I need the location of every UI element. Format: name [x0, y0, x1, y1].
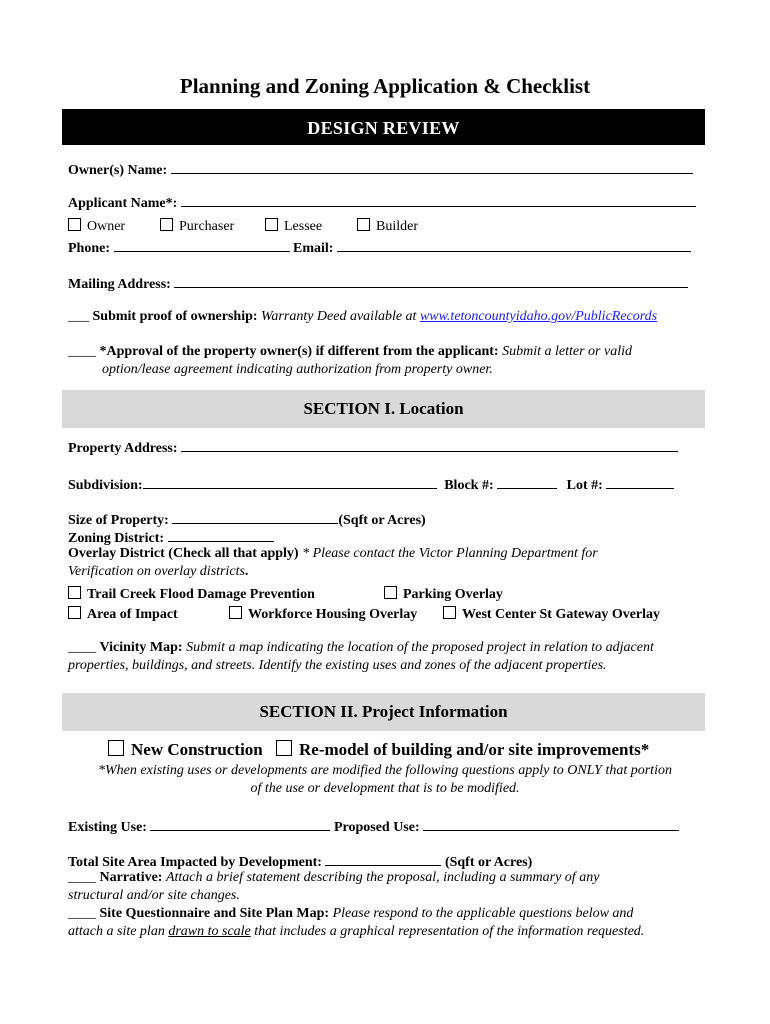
- vicinity-text-cont: properties, buildings, and streets. Identify the existing uses and zones of the adjacent properties.: [68, 658, 607, 673]
- owner-role-label: Owner: [87, 219, 126, 234]
- overlay-west-center[interactable]: [443, 606, 660, 623]
- overlay-header-row: [68, 546, 598, 562]
- vicinity-label: Vicinity Map:: [99, 640, 183, 655]
- phone-label: Phone:: [68, 241, 110, 256]
- property-address-field[interactable]: [181, 438, 678, 452]
- ownership-text: Warranty Deed available at: [261, 309, 417, 324]
- existing-use-field[interactable]: [150, 817, 330, 831]
- size-units: (Sqft or Acres): [338, 513, 426, 528]
- proposed-use-label: Proposed Use:: [333, 820, 420, 835]
- ownership-proof-row: [68, 309, 657, 325]
- questionnaire-text-c: that includes a graphical representation of the information requested.: [254, 924, 645, 939]
- total-site-row: [68, 852, 532, 871]
- applicant-name-label: Applicant Name*:: [68, 196, 178, 211]
- new-construction-checkbox[interactable]: [108, 740, 124, 756]
- mailing-label: Mailing Address:: [68, 277, 171, 292]
- property-address-label: Property Address:: [68, 441, 178, 456]
- lessee-role-label: Lessee: [284, 219, 323, 234]
- west-center-checkbox[interactable]: [443, 606, 456, 619]
- ownership-blank[interactable]: ___: [68, 309, 89, 324]
- subdivision-row: [68, 475, 674, 494]
- existing-use-label: Existing Use:: [68, 820, 147, 835]
- zoning-label: Zoning District:: [68, 531, 165, 546]
- questionnaire-text: Please respond to the applicable questions below and: [332, 906, 634, 921]
- total-site-field[interactable]: [325, 852, 441, 866]
- email-label: Email:: [293, 241, 334, 256]
- applicant-name-row: [68, 193, 696, 212]
- applicant-name-field[interactable]: [181, 193, 696, 207]
- narrative-label: Narrative:: [99, 870, 163, 885]
- workforce-label: Workforce Housing Overlay: [248, 607, 418, 622]
- approval-text: Submit a letter or valid: [502, 344, 632, 359]
- size-field[interactable]: [172, 510, 338, 524]
- approval-text-cont: option/lease agreement indicating authorization from property owner.: [102, 362, 493, 377]
- questionnaire-row: [68, 906, 633, 922]
- property-address-row: [68, 438, 678, 457]
- size-row: [68, 510, 426, 529]
- role-lessee[interactable]: [265, 218, 322, 235]
- section-2-heading: SECTION II. Project Information: [62, 693, 705, 731]
- mailing-field[interactable]: [174, 274, 688, 288]
- zoning-row: [68, 528, 274, 547]
- purchaser-role-label: Purchaser: [179, 219, 235, 234]
- overlay-note-cont: Verification on overlay districts: [68, 564, 245, 579]
- narrative-text-cont: structural and/or site changes.: [68, 888, 240, 903]
- remodel-option[interactable]: [276, 740, 649, 760]
- proposed-use-field[interactable]: [423, 817, 679, 831]
- new-construction-option[interactable]: [108, 740, 263, 760]
- lot-field[interactable]: [606, 475, 674, 489]
- new-construction-label: New Construction: [131, 740, 263, 759]
- block-label: Block #:: [444, 478, 494, 493]
- questionnaire-text-cont: [68, 924, 644, 940]
- role-owner[interactable]: [68, 218, 125, 235]
- overlay-trail-creek[interactable]: [68, 586, 315, 603]
- parking-checkbox[interactable]: [384, 586, 397, 599]
- overlay-parking[interactable]: [384, 586, 503, 603]
- approval-label: *Approval of the property owner(s) if different from the applicant:: [99, 344, 499, 359]
- zoning-field[interactable]: [168, 528, 274, 542]
- narrative-text: Attach a brief statement describing the proposal, including a summary of any: [165, 870, 600, 885]
- ownership-label: Submit proof of ownership:: [92, 309, 258, 324]
- drawn-to-scale-text: drawn to scale: [168, 924, 251, 939]
- overlay-note-period: .: [244, 564, 249, 579]
- modification-note-cont: of the use or development that is to be modified.: [250, 781, 520, 796]
- questionnaire-blank[interactable]: ____: [68, 906, 96, 921]
- owner-name-field[interactable]: [171, 160, 693, 174]
- subdivision-field[interactable]: [143, 475, 437, 489]
- size-label: Size of Property:: [68, 513, 169, 528]
- area-of-impact-checkbox[interactable]: [68, 606, 81, 619]
- vicinity-blank[interactable]: ____: [68, 640, 96, 655]
- overlay-area-of-impact[interactable]: [68, 606, 178, 623]
- section-1-heading: SECTION I. Location: [62, 390, 705, 428]
- builder-checkbox[interactable]: [357, 218, 370, 231]
- total-site-label: Total Site Area Impacted by Development:: [68, 855, 322, 870]
- public-records-link[interactable]: www.tetoncountyidaho.gov/PublicRecords: [419, 309, 658, 324]
- narrative-row: [68, 870, 599, 886]
- role-builder[interactable]: [357, 218, 418, 235]
- narrative-blank[interactable]: ____: [68, 870, 96, 885]
- owner-checkbox[interactable]: [68, 218, 81, 231]
- overlay-label: Overlay District (Check all that apply): [68, 546, 299, 561]
- design-review-banner: DESIGN REVIEW: [62, 109, 705, 145]
- lessee-checkbox[interactable]: [265, 218, 278, 231]
- owner-name-label: Owner(s) Name:: [68, 163, 168, 178]
- overlay-workforce[interactable]: [229, 606, 417, 623]
- parking-label: Parking Overlay: [403, 587, 503, 602]
- page-title: Planning and Zoning Application & Checklist: [179, 74, 591, 98]
- builder-role-label: Builder: [376, 219, 418, 234]
- approval-row: [68, 344, 632, 360]
- vicinity-row: [68, 640, 654, 656]
- remodel-checkbox[interactable]: [276, 740, 292, 756]
- phone-email-row: [68, 238, 691, 257]
- trail-creek-checkbox[interactable]: [68, 586, 81, 599]
- phone-field[interactable]: [114, 238, 290, 252]
- remodel-label: Re-model of building and/or site improvements*: [299, 740, 650, 759]
- questionnaire-text-a: attach a site plan: [68, 924, 165, 939]
- use-row: [68, 817, 679, 836]
- owner-name-row: [68, 160, 693, 179]
- overlay-note-cont-row: [68, 564, 248, 580]
- vicinity-text: Submit a map indicating the location of the proposed project in relation to adjacent: [186, 640, 654, 655]
- purchaser-checkbox[interactable]: [160, 218, 173, 231]
- email-field[interactable]: [337, 238, 691, 252]
- area-of-impact-label: Area of Impact: [87, 607, 178, 622]
- questionnaire-label: Site Questionnaire and Site Plan Map:: [99, 906, 330, 921]
- lot-label: Lot #:: [566, 478, 603, 493]
- mailing-row: [68, 274, 688, 293]
- workforce-checkbox[interactable]: [229, 606, 242, 619]
- subdivision-label: Subdivision:: [68, 478, 143, 493]
- modification-note: *When existing uses or developments are modified the following questions apply to ONLY that portion: [98, 763, 672, 778]
- overlay-note: * Please contact the Victor Planning Department for: [302, 546, 598, 561]
- trail-creek-label: Trail Creek Flood Damage Prevention: [87, 587, 315, 602]
- total-site-units: (Sqft or Acres): [444, 855, 533, 870]
- role-purchaser[interactable]: [160, 218, 234, 235]
- approval-blank[interactable]: ____: [68, 344, 96, 359]
- west-center-label: West Center St Gateway Overlay: [462, 607, 661, 622]
- block-field[interactable]: [497, 475, 557, 489]
